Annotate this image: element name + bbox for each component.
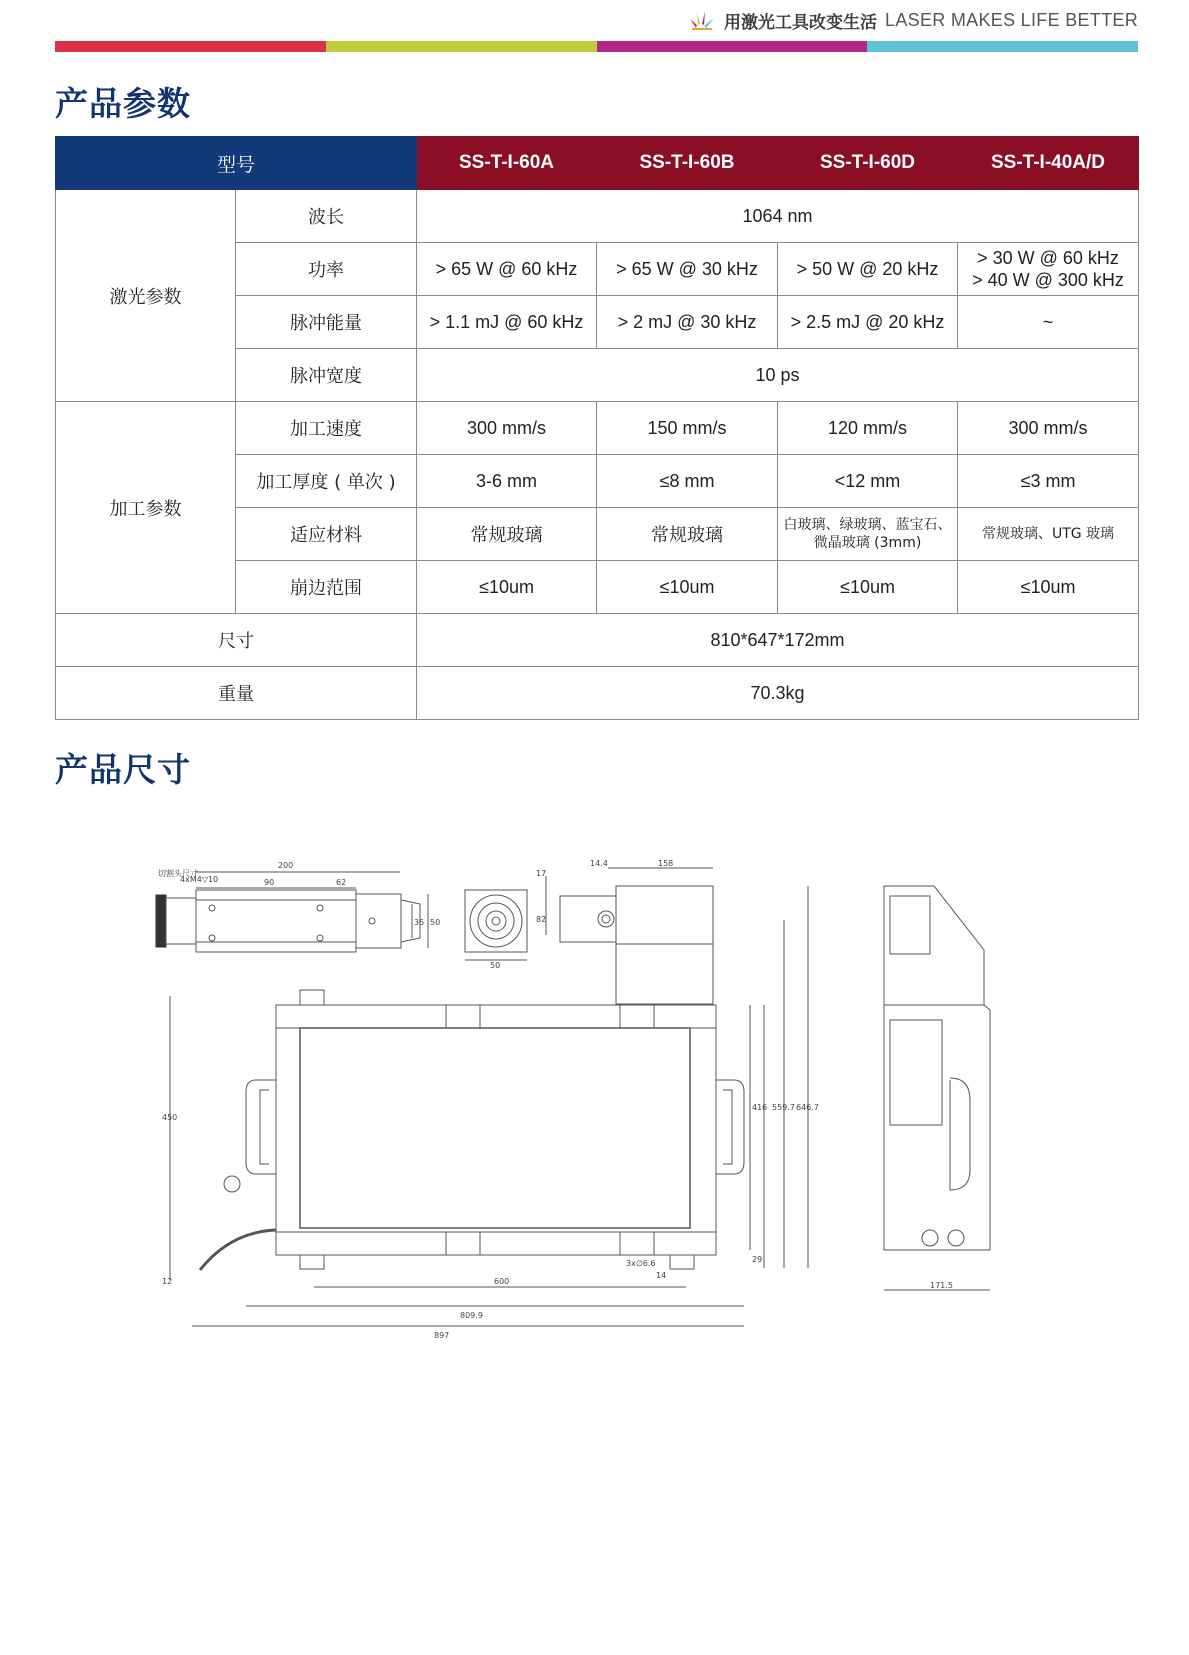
row-label-speed: 加工速度 <box>236 402 417 455</box>
table-row <box>56 190 1139 243</box>
dim-450: 450 <box>162 1113 178 1122</box>
dim-600: 600 <box>494 1277 510 1286</box>
thickness-a: 3-6 mm <box>417 455 597 508</box>
speed-40ad: 300 mm/s <box>958 402 1139 455</box>
dim-14: 14 <box>656 1271 667 1280</box>
stripe-green <box>326 41 597 52</box>
table-row <box>56 667 1139 720</box>
group-laser: 激光参数 <box>56 190 236 402</box>
dim-200: 200 <box>278 861 294 870</box>
dim-12: 12 <box>162 1277 173 1286</box>
table-row <box>56 402 1139 455</box>
dim-17: 17 <box>536 869 547 878</box>
speed-b: 150 mm/s <box>597 402 778 455</box>
dim-646: 646.7 <box>796 1103 819 1112</box>
pulse-energy-d: > 2.5 mJ @ 20 kHz <box>778 296 958 349</box>
material-d <box>778 508 958 561</box>
thickness-d: <12 mm <box>778 455 958 508</box>
main-body-top-view <box>200 990 744 1270</box>
row-label-wavelength: 波长 <box>236 190 417 243</box>
dim-35: 35 <box>414 918 425 927</box>
dim-29: 29 <box>752 1255 763 1264</box>
brand-header <box>688 8 1138 32</box>
side-view <box>884 886 990 1290</box>
model-col-a: SS-T-I-60A <box>417 137 597 190</box>
power-40ad-line2: > 40 W @ 300 kHz <box>972 270 1124 290</box>
row-label-material: 适应材料 <box>236 508 417 561</box>
thickness-b: ≤8 mm <box>597 455 778 508</box>
material-a: 常规玻璃 <box>417 508 597 561</box>
power-40ad <box>958 243 1139 296</box>
model-col-b: SS-T-I-60B <box>597 137 778 190</box>
spec-table <box>55 136 1139 720</box>
thickness-40ad: ≤3 mm <box>958 455 1139 508</box>
row-label-thickness: 加工厚度 ( 单次 ) <box>236 455 417 508</box>
speed-d: 120 mm/s <box>778 402 958 455</box>
stripe-cyan <box>867 41 1138 52</box>
power-40ad-line1: > 30 W @ 60 kHz <box>977 248 1119 268</box>
slogan-en: LASER MAKES LIFE BETTER <box>885 9 1138 30</box>
dim-82: 82 <box>536 915 547 924</box>
stripe-purple <box>597 41 868 52</box>
table-row <box>56 614 1139 667</box>
dim-809: 809.9 <box>460 1311 483 1320</box>
wavelength-value: 1064 nm <box>417 190 1139 243</box>
dim-90: 90 <box>264 878 275 887</box>
row-label-weight: 重量 <box>56 667 417 720</box>
drawing-svg <box>150 860 1050 1400</box>
table-header-row <box>56 137 1139 190</box>
row-label-pulse-energy: 脉冲能量 <box>236 296 417 349</box>
dim-171: 171.5 <box>930 1281 953 1290</box>
model-col-40ad: SS-T-I-40A/D <box>958 137 1139 190</box>
dim-158: 158 <box>658 860 674 868</box>
params-title: 产品参数 <box>55 84 191 123</box>
speed-a: 300 mm/s <box>417 402 597 455</box>
power-d: > 50 W @ 20 kHz <box>778 243 958 296</box>
material-40ad: 常规玻璃、UTG 玻璃 <box>958 508 1139 561</box>
pulse-energy-a: > 1.1 mJ @ 60 kHz <box>417 296 597 349</box>
material-d-line1: 白玻璃、绿玻璃、蓝宝石、 <box>783 517 952 533</box>
chipping-b: ≤10um <box>597 561 778 614</box>
pulse-width-value: 10 ps <box>417 349 1139 402</box>
dim-416: 416 <box>752 1103 768 1112</box>
row-label-size: 尺寸 <box>56 614 417 667</box>
weight-value: 70.3kg <box>417 667 1139 720</box>
row-label-chipping: 崩边范围 <box>236 561 417 614</box>
label-head: 切割头尺寸 <box>158 869 198 878</box>
dim-50b: 50 <box>490 961 501 970</box>
cutting-head-front-view <box>465 890 527 960</box>
dim-holes: 3x∅6.6 <box>626 1259 656 1268</box>
stripe-red <box>55 41 326 52</box>
model-header: 型号 <box>56 137 417 190</box>
top-module-view <box>546 868 808 1268</box>
pulse-energy-b: > 2 mJ @ 30 kHz <box>597 296 778 349</box>
chipping-40ad: ≤10um <box>958 561 1139 614</box>
dim-50: 50 <box>430 918 441 927</box>
slogan-cn: 用激光工具改变生活 <box>724 12 878 33</box>
group-process: 加工参数 <box>56 402 236 614</box>
material-d-line2: 微晶玻璃 (3mm) <box>813 535 922 551</box>
power-b: > 65 W @ 30 kHz <box>597 243 778 296</box>
color-stripe <box>55 41 1138 52</box>
dims-title: 产品尺寸 <box>55 750 191 789</box>
chipping-d: ≤10um <box>778 561 958 614</box>
dim-14-4: 14.4 <box>590 860 608 868</box>
dim-559: 559.7 <box>772 1103 795 1112</box>
cutting-head-side-view <box>156 890 420 952</box>
power-a: > 65 W @ 60 kHz <box>417 243 597 296</box>
size-value: 810*647*172mm <box>417 614 1139 667</box>
chipping-a: ≤10um <box>417 561 597 614</box>
dimension-drawing <box>150 860 1050 1400</box>
brand-logo-icon <box>688 9 716 31</box>
dim-62: 62 <box>336 878 347 887</box>
pulse-energy-40ad: ~ <box>958 296 1139 349</box>
material-b: 常规玻璃 <box>597 508 778 561</box>
dim-897: 897 <box>434 1331 450 1340</box>
row-label-pulse-width: 脉冲宽度 <box>236 349 417 402</box>
model-col-d: SS-T-I-60D <box>778 137 958 190</box>
row-label-power: 功率 <box>236 243 417 296</box>
dim-thread: 4xM4▽10 <box>180 875 219 884</box>
